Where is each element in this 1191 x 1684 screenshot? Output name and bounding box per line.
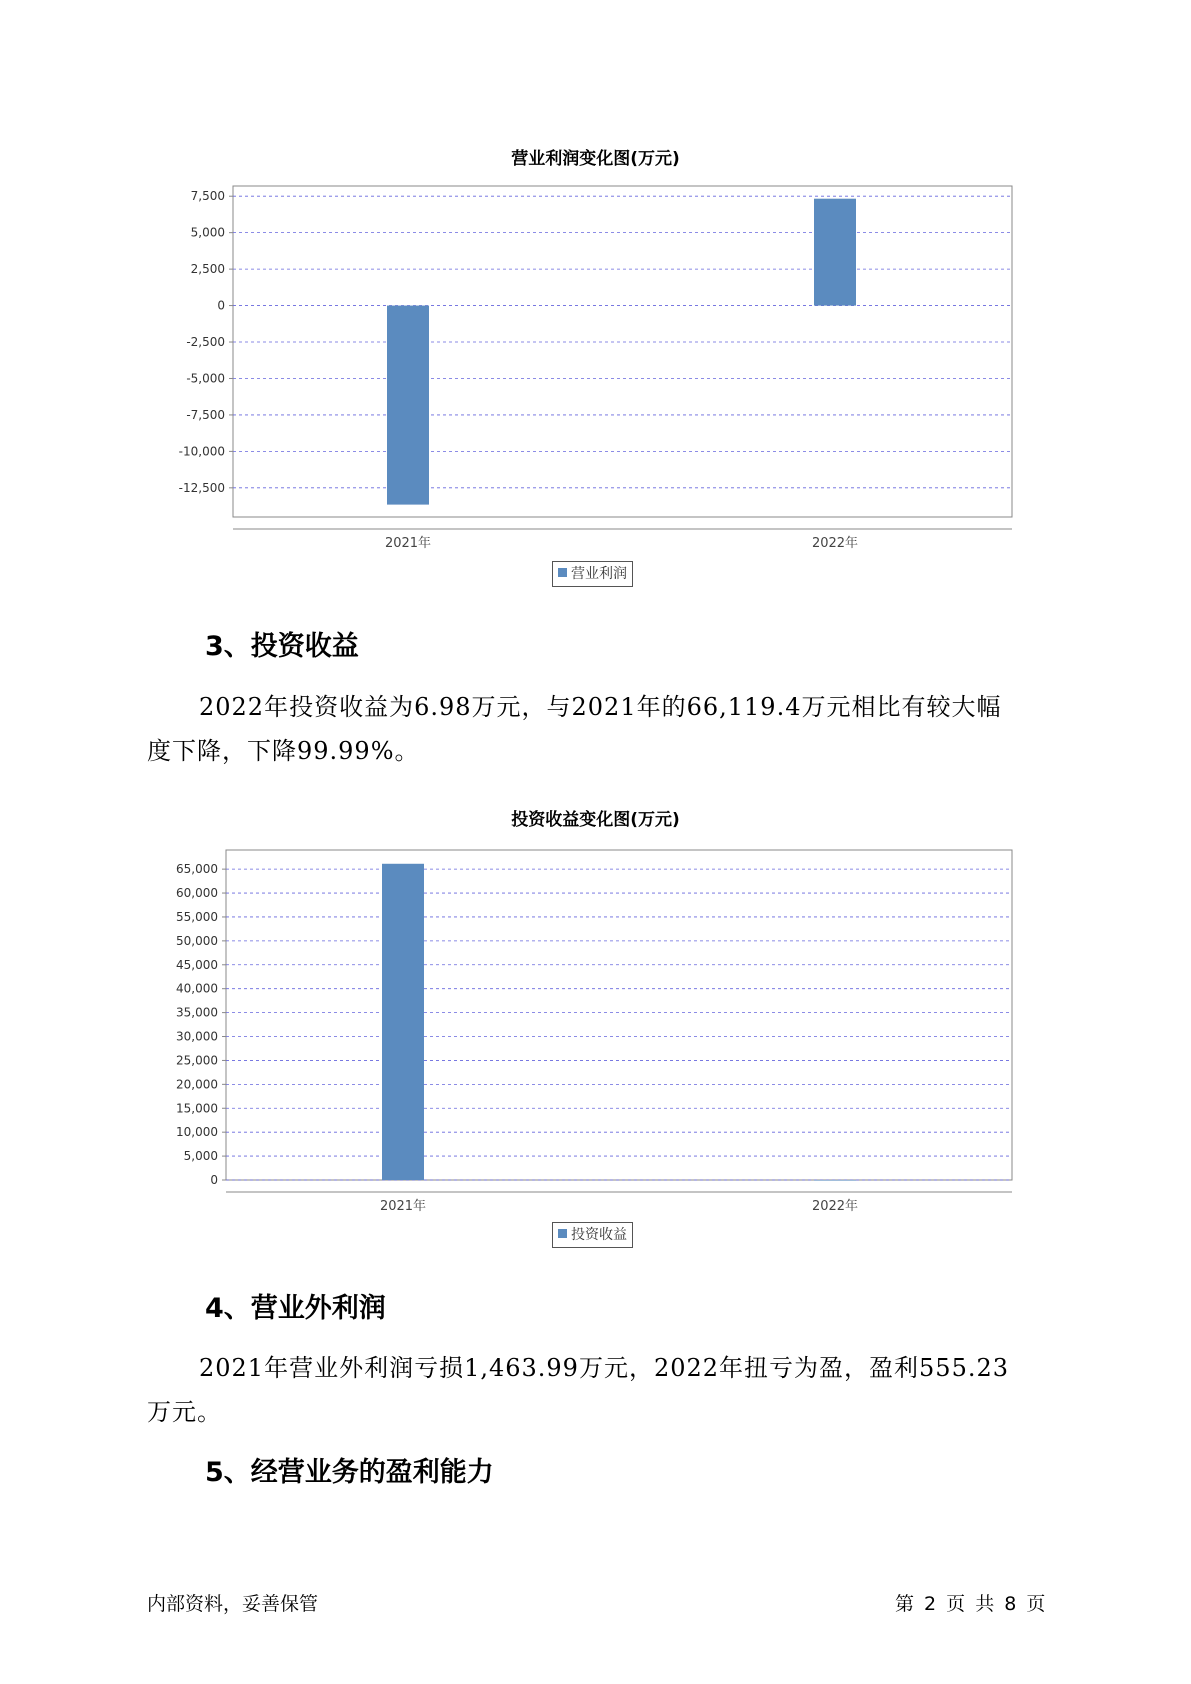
chart2-y-tick-label: 40,000 xyxy=(176,981,218,996)
section4-line2: 万元。 xyxy=(147,1398,222,1426)
chart1-y-tick-label: -7,500 xyxy=(186,407,225,422)
chart1-x-tick-label: 2022年 xyxy=(811,536,859,551)
chart2-title: 投资收益变化图(万元) xyxy=(511,810,680,830)
chart2-y-tick-label: 45,000 xyxy=(176,957,218,972)
chart2-y-tick-label: 30,000 xyxy=(176,1029,218,1044)
chart2-bar xyxy=(382,864,424,1180)
chart2-y-tick-label: 25,000 xyxy=(176,1053,218,1068)
chart1-legend-label: 营业利润 xyxy=(571,566,627,582)
chart2-legend-label: 投资收益 xyxy=(571,1227,627,1243)
chart2-y-tick-label: 0 xyxy=(210,1173,218,1187)
section3-line1: 2022年投资收益为6.98万元，与2021年的66,119.4万元相比有较大幅 xyxy=(199,693,1002,721)
chart2-y-tick-label: 35,000 xyxy=(176,1005,218,1020)
chart1-y-tick-label: -10,000 xyxy=(178,444,225,459)
chart2-legend xyxy=(552,1222,633,1248)
chart2-y-tick-label: 10,000 xyxy=(176,1125,218,1140)
footer-confidential: 内部资料，妥善保管 xyxy=(147,1593,319,1615)
chart2-y-tick-label: 55,000 xyxy=(176,909,218,924)
chart1-y-tick-label: -2,500 xyxy=(186,335,225,350)
chart2-bar xyxy=(814,1180,856,1181)
chart2-x-tick-label: 2022年 xyxy=(811,1199,859,1214)
chart2-x-tick-label: 2021年 xyxy=(379,1199,427,1214)
section3-heading: 3、投资收益 xyxy=(205,631,359,662)
chart1-y-tick-label: 7,500 xyxy=(190,189,225,204)
section4-line1: 2021年营业外利润亏损1,463.99万元，2022年扭亏为盈，盈利555.23 xyxy=(199,1354,1010,1382)
section5-heading: 5、经营业务的盈利能力 xyxy=(205,1457,494,1488)
chart2-legend-swatch xyxy=(558,1229,567,1238)
chart1-title: 营业利润变化图(万元) xyxy=(511,149,680,169)
section4-paragraph xyxy=(147,1346,1047,1434)
chart1-y-tick-label: 5,000 xyxy=(190,225,225,240)
chart1-x-tick-label: 2021年 xyxy=(384,536,432,551)
chart2-y-tick-label: 65,000 xyxy=(176,862,218,877)
chart1-y-tick-label: -12,500 xyxy=(178,480,225,495)
chart2-plot-area xyxy=(226,850,1012,1180)
chart1-y-tick-label: -5,000 xyxy=(186,371,225,386)
footer-page-number: 第 2 页 共 8 页 xyxy=(895,1593,1046,1615)
section4-heading: 4、营业外利润 xyxy=(205,1293,386,1324)
chart2-y-tick-label: 5,000 xyxy=(183,1149,218,1164)
chart2-y-tick-label: 15,000 xyxy=(176,1101,218,1116)
chart2-y-tick-label: 60,000 xyxy=(176,886,218,901)
section3-line2: 度下降，下降99.99%。 xyxy=(147,737,420,765)
chart2-y-tick-label: 50,000 xyxy=(176,933,218,948)
chart1-y-tick-label: 2,500 xyxy=(190,262,225,277)
chart1-y-tick-label: 0 xyxy=(217,298,225,313)
chart2-y-tick-label: 20,000 xyxy=(176,1077,218,1092)
